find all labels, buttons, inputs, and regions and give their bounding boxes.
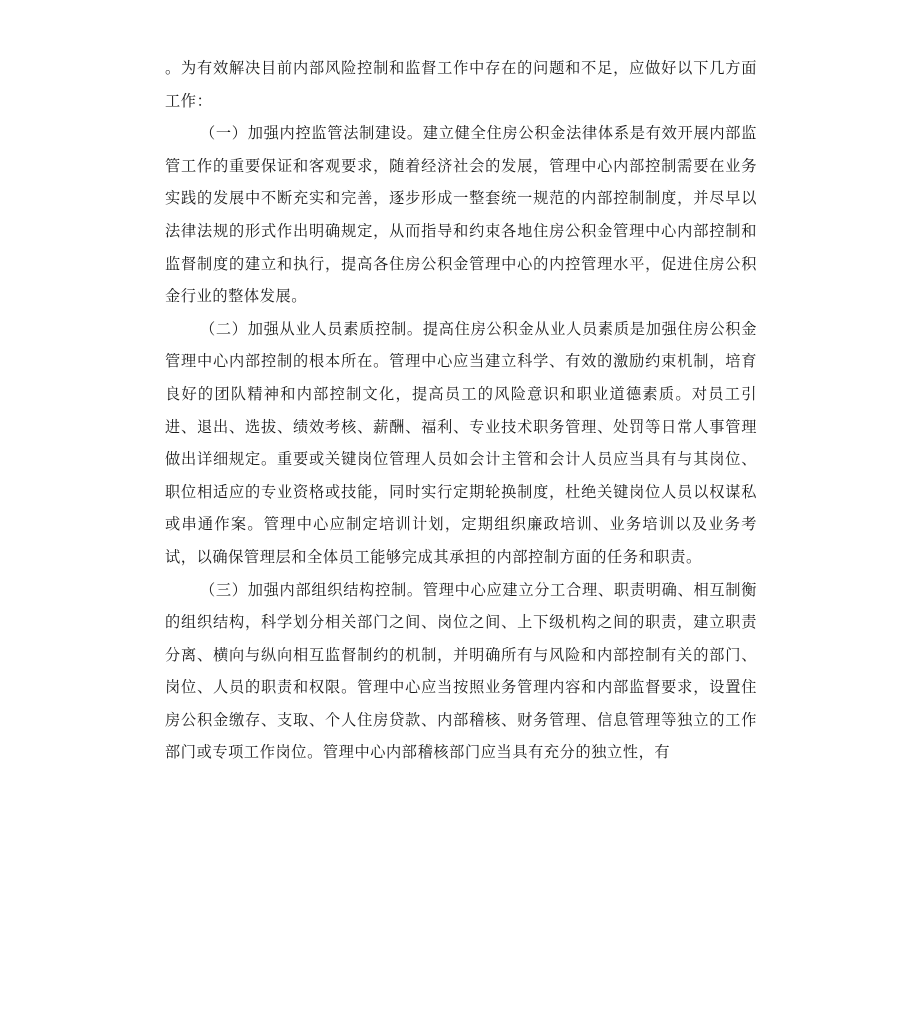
document-page xyxy=(165,52,757,769)
paragraph-intro: 。为有效解决目前内部风险控制和监督工作中存在的问题和不足，应做好以下几方面工作： xyxy=(165,59,757,110)
paragraph-org-structure: （三）加强内部组织结构控制。管理中心应建立分工合理、职责明确、相互制衡的组织结构，科学划分相关部门之间、岗位之间、上下级机构之间的职责，建立职责分离、横向与纵向相互监督制约的机制，并明确所有与风险和内部控制有关的部门、岗位、人员的职责和权限。管理中心应当按照业务管理内容和内部监督要求，设置住房公积金缴存、支取、个人住房贷款、内部稽核、财务管理、信息管理等独立的工作部门或专项工作岗位。管理中心内部稽核部门应当具有充分的独立性，有 xyxy=(165,580,757,762)
paragraph-staff-quality: （二）加强从业人员素质控制。提高住房公积金从业人员素质是加强住房公积金管理中心内部控制的根本所在。管理中心应当建立科学、有效的激励约束机制，培育良好的团队精神和内部控制文化，提高员工的风险意识和职业道德素质。对员工引进、退出、选拔、绩效考核、薪酬、福利、专业技术职务管理、处罚等日常人事管理做出详细规定。重要或关键岗位管理人员如会计主管和会计人员应当具有与其岗位、职位相适应的专业资格或技能，同时实行定期轮换制度，杜绝关键岗位人员以权谋私或串通作案。管理中心应制定培训计划，定期组织廉政培训、业务培训以及业务考试，以确保管理层和全体员工能够完成其承担的内部控制方面的任务和职责。 xyxy=(165,319,757,566)
paragraph-legal-construction: （一）加强内控监管法制建设。建立健全住房公积金法律体系是有效开展内部监管工作的重要保证和客观要求，随着经济社会的发展，管理中心内部控制需要在业务实践的发展中不断充实和完善，逐步形成一整套统一规范的内部控制制度，并尽早以法律法规的形式作出明确规定，从而指导和约束各地住房公积金管理中心内部控制和监督制度的建立和执行，提高各住房公积金管理中心的内控管理水平，促进住房公积金行业的整体发展。 xyxy=(165,124,757,306)
